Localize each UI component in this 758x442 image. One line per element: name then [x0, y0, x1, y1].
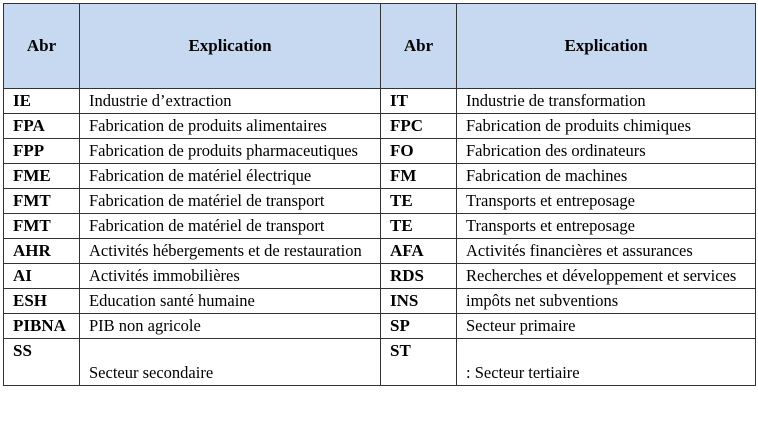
explication-cell: Activités immobilières: [80, 264, 381, 289]
abr-cell: IE: [4, 89, 80, 114]
explication-cell: Fabrication de produits alimentaires: [80, 114, 381, 139]
explication-cell: Fabrication de produits pharmaceutiques: [80, 139, 381, 164]
explication-cell: Fabrication de matériel de transport: [80, 214, 381, 239]
abr-cell: ST: [381, 339, 457, 386]
abbreviation-table-container: [3, 3, 756, 386]
explication-cell: : Secteur tertiaire: [457, 339, 756, 386]
explication-cell: Fabrication des ordinateurs: [457, 139, 756, 164]
abr-cell: FPC: [381, 114, 457, 139]
table-row: [4, 214, 756, 239]
table-row: [4, 89, 756, 114]
table-header-row: [4, 4, 756, 89]
abr-cell: RDS: [381, 264, 457, 289]
explication-cell: impôts net subventions: [457, 289, 756, 314]
explication-cell: Secteur secondaire: [80, 339, 381, 386]
table-row: [4, 289, 756, 314]
explication-cell: Activités hébergements et de restauration: [80, 239, 381, 264]
explication-cell: Fabrication de machines: [457, 164, 756, 189]
table-row: [4, 164, 756, 189]
explication-cell: PIB non agricole: [80, 314, 381, 339]
header-abr-right: Abr: [381, 4, 457, 89]
abr-cell: FPA: [4, 114, 80, 139]
table-row: [4, 264, 756, 289]
abr-cell: FME: [4, 164, 80, 189]
explication-cell: Education santé humaine: [80, 289, 381, 314]
table-row: [4, 189, 756, 214]
abr-cell: TE: [381, 189, 457, 214]
abr-cell: AHR: [4, 239, 80, 264]
header-explication-right: Explication: [457, 4, 756, 89]
abr-cell: INS: [381, 289, 457, 314]
explication-cell: Recherches et développement et services: [457, 264, 756, 289]
abr-cell: PIBNA: [4, 314, 80, 339]
table-row: [4, 139, 756, 164]
explication-cell: Industrie de transformation: [457, 89, 756, 114]
abr-cell: FM: [381, 164, 457, 189]
table-row: [4, 314, 756, 339]
abr-cell: FMT: [4, 214, 80, 239]
abr-cell: FO: [381, 139, 457, 164]
explication-cell: Industrie d’extraction: [80, 89, 381, 114]
table-row: [4, 114, 756, 139]
abr-cell: FMT: [4, 189, 80, 214]
abr-cell: ESH: [4, 289, 80, 314]
explication-cell: Fabrication de matériel de transport: [80, 189, 381, 214]
abr-cell: SP: [381, 314, 457, 339]
explication-cell: Fabrication de matériel électrique: [80, 164, 381, 189]
header-explication-left: Explication: [80, 4, 381, 89]
explication-cell: Activités financières et assurances: [457, 239, 756, 264]
explication-cell: Transports et entreposage: [457, 214, 756, 239]
abr-cell: FPP: [4, 139, 80, 164]
abbreviation-table: [3, 3, 756, 386]
explication-cell: Secteur primaire: [457, 314, 756, 339]
header-abr-left: Abr: [4, 4, 80, 89]
table-row: [4, 339, 756, 386]
abr-cell: AFA: [381, 239, 457, 264]
table-row: [4, 239, 756, 264]
explication-cell: Fabrication de produits chimiques: [457, 114, 756, 139]
abr-cell: IT: [381, 89, 457, 114]
abr-cell: TE: [381, 214, 457, 239]
explication-cell: Transports et entreposage: [457, 189, 756, 214]
abr-cell: SS: [4, 339, 80, 386]
abr-cell: AI: [4, 264, 80, 289]
